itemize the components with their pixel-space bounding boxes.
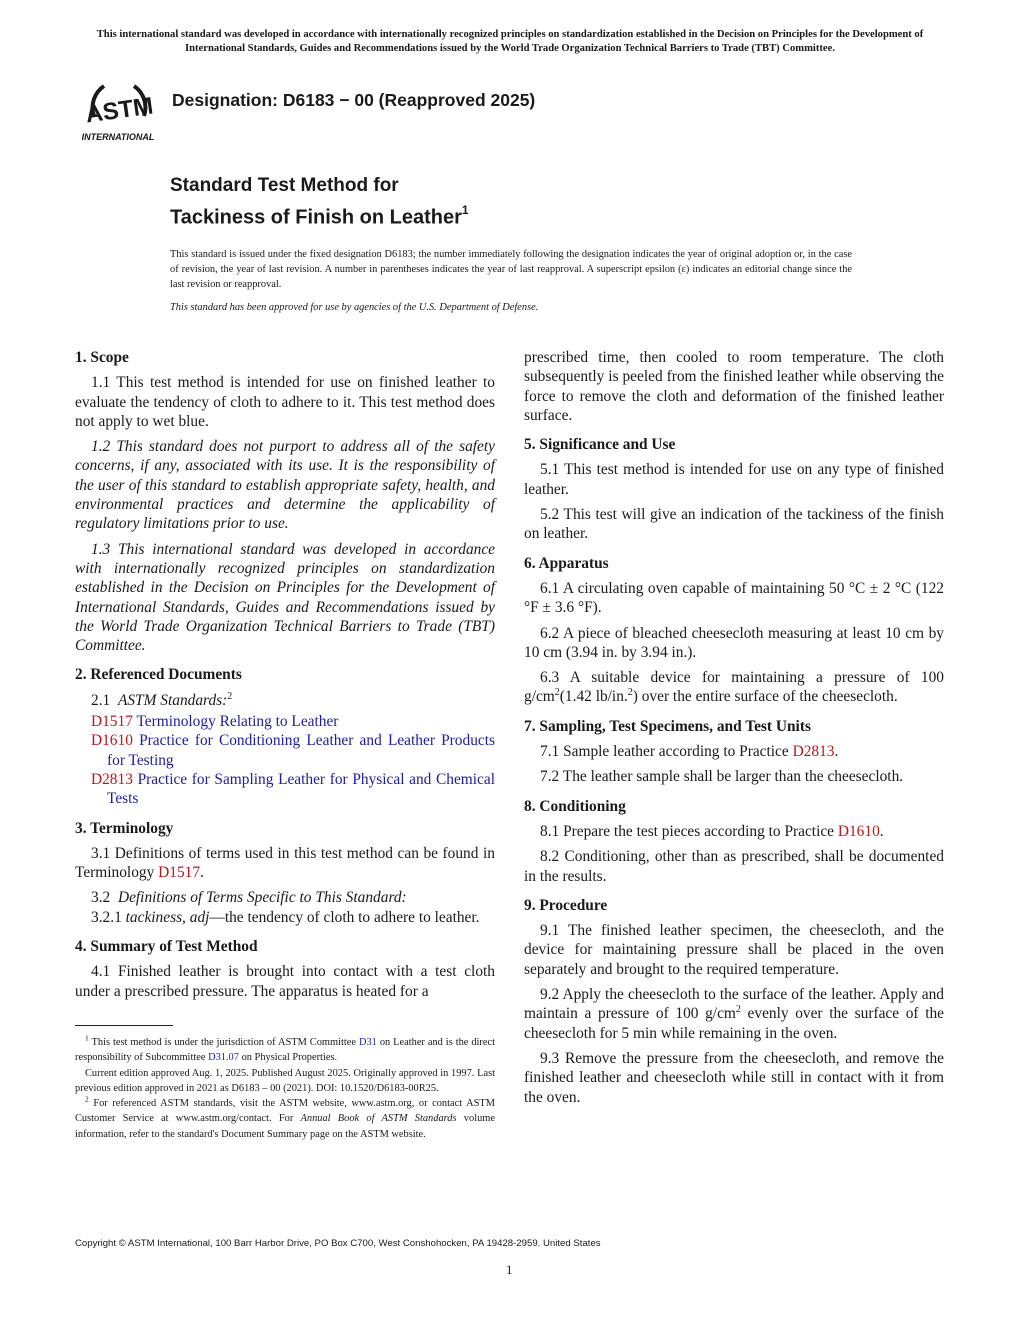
subcommittee-d31-07-link[interactable]: D31.07 <box>208 1052 239 1064</box>
dod-note: This standard has been approved for use by agencies of the U.S. Department of Defense. <box>170 302 539 313</box>
para-3-2-label: Definitions of Terms Specific to This Standard: <box>117 889 407 907</box>
term-definition: —the tendency of cloth to adhere to leather. <box>209 908 480 926</box>
left-column <box>75 348 495 1007</box>
para-5-1: 5.1 This test method is intended for use on any type of finished leather. <box>524 461 944 498</box>
term-tackiness: tackiness, adj <box>125 908 210 926</box>
para-9-3: 9.3 Remove the pressure from the cheesecloth, and remove the finished leather and cheesecloth while still in contact with it from the oven. <box>524 1049 944 1106</box>
logo-subtext: INTERNATIONAL <box>81 132 155 142</box>
designation: Designation: D6183 − 00 (Reapproved 2025) <box>172 90 536 110</box>
para-7-1-text: 7.1 Sample leather according to Practice <box>540 743 789 761</box>
para-6-3-text-b: (1.42 lb/in. <box>559 688 628 706</box>
section-heading-sampling: 7. Sampling, Test Specimens, and Test Units <box>524 717 811 735</box>
ref-code[interactable]: D2813 <box>91 770 133 788</box>
ref-title[interactable]: Practice for Conditioning Leather and Leather Products for Testing <box>107 732 495 769</box>
section-heading-terminology: 3. Terminology <box>75 819 174 837</box>
section-heading-apparatus: 6. Apparatus <box>524 554 609 572</box>
para-2-1-num: 2.1 <box>91 691 111 709</box>
footnotes <box>75 1035 495 1142</box>
para-7-1 <box>524 742 944 761</box>
footnote-1 <box>75 1035 495 1066</box>
issue-note: This standard is issued under the fixed designation D6183; the number immediately following the designation indicates the year of original adoption or, in the case of revision, the year of last revision. A number in parentheses indicates the year of last reapproval. A superscript epsilon (ε) indicates an editorial change since the last revision or reapproval. <box>170 249 852 291</box>
ref-item <box>91 770 495 809</box>
section-heading-procedure: 9. Procedure <box>524 896 608 914</box>
para-3-2-num: 3.2 <box>91 889 111 907</box>
footnote-1-mark: 1 <box>85 1033 89 1043</box>
para-6-3-sup-1: 2 <box>554 687 560 699</box>
para-3-2-1-num: 3.2.1 <box>91 908 122 926</box>
ref-item <box>91 712 495 731</box>
para-4-1-cont: prescribed time, then cooled to room temperature. The cloth subsequently is peeled from the finished leather while observing the force to remove the cloth and deformation of the finished leather surface. <box>524 349 944 424</box>
para-8-2: 8.2 Conditioning, other than as prescribed, shall be documented in the results. <box>524 848 944 885</box>
para-1-2: 1.2 This standard does not purport to address all of the safety concerns, if any, associated with its use. It is the responsibility of the user of this standard to establish appropriate safety, health, and environmental practices and determine the applicability of regulatory limitations prior to use. <box>75 438 495 533</box>
para-9-2-text-a: 9.2 Apply the cheesecloth to the surface of the leather. Apply and maintain a pressure of 100 g/cm <box>524 986 944 1023</box>
para-9-1: 9.1 The finished leather specimen, the cheesecloth, and the device for maintaining pressure shall be placed in the oven separately and brought to the required temperature. <box>524 922 944 978</box>
para-2-1 <box>75 691 495 710</box>
para-3-1-end: . <box>200 864 204 882</box>
para-6-3-text-c: ) over the entire surface of the cheesecloth. <box>632 688 898 706</box>
para-3-2-1 <box>75 908 495 927</box>
page-number: 1 <box>506 1262 513 1277</box>
copyright: Copyright © ASTM International, 100 Barr Harbor Drive, PO Box C700, West Conshohocken, PA 19428-2959. United States <box>75 1238 601 1249</box>
footnote-1-edition: Current edition approved Aug. 1, 2025. Published August 2025. Originally approved in 1997. Last previous edition approved in 2021 as D6183 – 00 (2021). DOI: 10.1520/D6183-00R25. <box>75 1067 495 1094</box>
section-heading-scope: 1. Scope <box>75 349 129 366</box>
footnote-2-annual-book: Annual Book of ASTM Standards <box>300 1113 457 1125</box>
footnote-2-mark: 2 <box>85 1094 89 1104</box>
footnote-rule <box>75 1025 173 1026</box>
section-heading-conditioning: 8. Conditioning <box>524 797 626 815</box>
para-1-3: 1.3 This international standard was developed in accordance with internationally recognized principles on standardization established in the Decision on Principles for the Development of International Standards, Guides and Recommendations issued by the World Trade Organization Technical Barriers to Trade (TBT) Committee. <box>75 540 495 655</box>
para-3-1 <box>75 844 495 883</box>
para-3-1-text: 3.1 Definitions of terms used in this test method can be found in Terminology <box>75 844 495 882</box>
title-line-1: Standard Test Method for <box>170 175 399 196</box>
ref-code[interactable]: D1610 <box>91 732 133 750</box>
para-3-2 <box>75 888 495 907</box>
para-6-2: 6.2 A piece of bleached cheesecloth measuring at least 10 cm by 10 cm (3.94 in. by 3.94 in.). <box>524 624 944 661</box>
astm-logo <box>74 76 164 146</box>
right-column <box>524 348 944 1113</box>
para-6-3-sup-2: 2 <box>627 687 633 699</box>
section-heading-referenced: 2. Referenced Documents <box>75 666 242 684</box>
footnote-mark-2[interactable]: 2 <box>227 690 233 702</box>
para-4-1: 4.1 Finished leather is brought into contact with a test cloth under a prescribed pressure. The apparatus is heated for a <box>75 963 495 1000</box>
title-footnote-mark[interactable]: 1 <box>461 203 469 217</box>
para-1-1: 1.1 This test method is intended for use on finished leather to evaluate the tendency of cloth to adhere to it. This test method does not apply to wet blue. <box>75 374 495 430</box>
para-6-3-text-a: 6.3 A suitable device for maintaining a pressure of 100 g/cm <box>524 669 944 706</box>
para-6-1: 6.1 A circulating oven capable of maintaining 50 °C ± 2 °C (122 °F ± 3.6 °F). <box>524 579 944 617</box>
committee-d31-link[interactable]: D31 <box>358 1037 377 1048</box>
footnote-1-text-a: This test method is under the jurisdiction of ASTM Committee <box>91 1037 356 1048</box>
ref-item <box>91 731 495 770</box>
para-9-2-sup: 2 <box>735 1004 741 1016</box>
section-heading-summary: 4. Summary of Test Method <box>75 938 258 956</box>
ref-code[interactable]: D1517 <box>91 713 133 731</box>
astm-standards-label: ASTM Standards: <box>117 691 228 709</box>
para-9-2 <box>524 985 944 1043</box>
para-8-1 <box>524 822 944 841</box>
ref-d2813-link[interactable]: D2813 <box>792 743 835 761</box>
top-notice: This international standard was developed in accordance with internationally recognized principles on standardization established in the Decision on Principles for the Development of International Standards, Guides and Recommendations issued by the World Trade Organization Technical Barriers to Trade (TBT) Committee. <box>96 29 924 54</box>
ref-title[interactable]: Practice for Sampling Leather for Physical and Chemical Tests <box>107 770 495 808</box>
para-8-1-text: 8.1 Prepare the test pieces according to Practice <box>540 822 835 840</box>
para-7-2: 7.2 The leather sample shall be larger than the cheesecloth. <box>540 768 904 786</box>
title-line-2-text: Tackiness of Finish on Leather <box>170 206 462 229</box>
para-5-2: 5.2 This test will give an indication of the tackiness of the finish on leather. <box>524 506 944 543</box>
section-heading-significance: 5. Significance and Use <box>524 436 676 454</box>
para-9-2-text-b: evenly over the surface of the cheesecloth for 5 min while remaining in the oven. <box>524 1005 944 1042</box>
ref-d1517-link[interactable]: D1517 <box>158 864 201 882</box>
para-8-1-end: . <box>879 822 884 840</box>
document-title <box>170 172 469 232</box>
footnote-1-text-c: on Physical Properties. <box>241 1052 338 1064</box>
para-6-3 <box>524 668 944 707</box>
footnote-2-text-b: volume information, refer to the standard's Document Summary page on the ASTM website. <box>75 1113 495 1140</box>
footnote-2 <box>75 1096 495 1142</box>
logo-text: ASTM <box>83 92 155 129</box>
footnote-1-text-b: on Leather and is the direct responsibility of Subcommittee <box>75 1037 495 1064</box>
para-7-1-end: . <box>834 743 839 761</box>
ref-title[interactable]: Terminology Relating to Leather <box>136 713 339 731</box>
ref-d1610-link[interactable]: D1610 <box>837 822 880 840</box>
title-line-2 <box>170 199 469 232</box>
footnote-2-text-a: For referenced ASTM standards, visit the ASTM website, www.astm.org, or contact ASTM Customer Service at www.astm.org/contact. For <box>75 1098 495 1125</box>
